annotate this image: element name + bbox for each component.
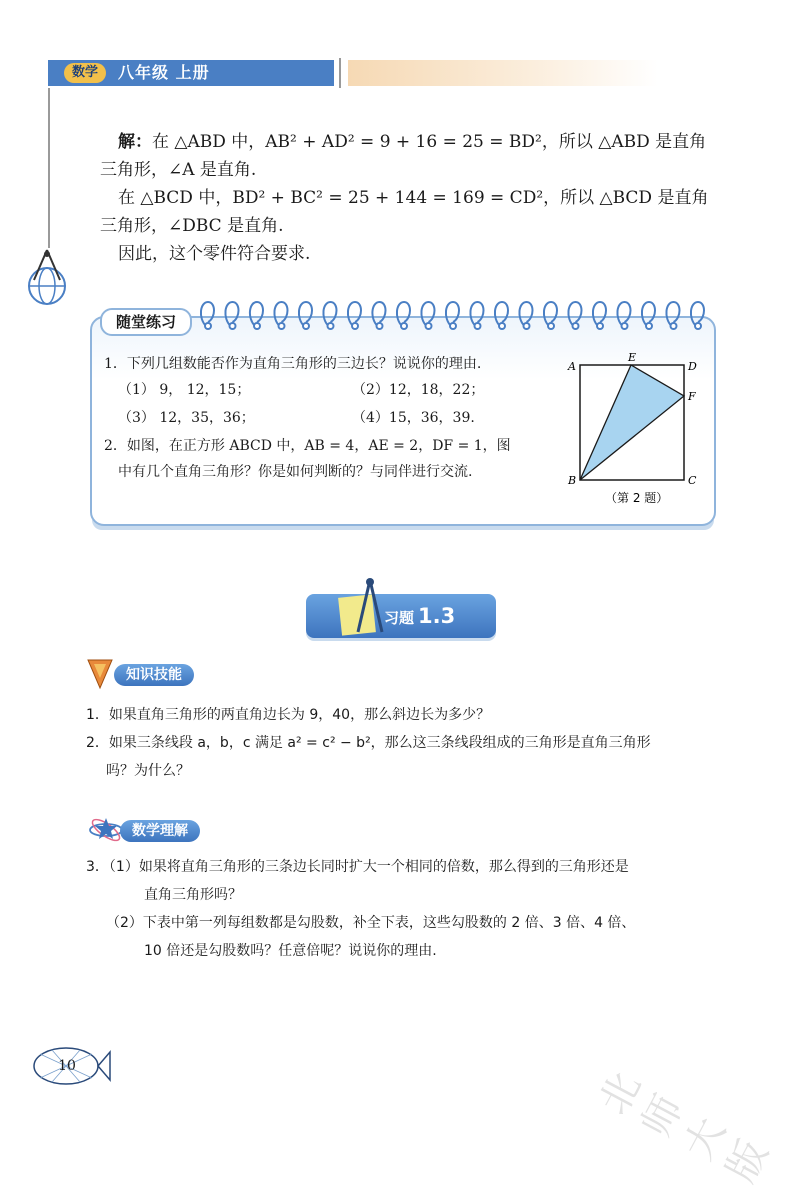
ring-hole	[646, 323, 652, 329]
solution-line-4: 三角形，∠DBC 是直角.	[100, 216, 284, 236]
exercise-q3-line3: （2）下表中第一列每组数都是勾股数，补全下表，这些勾股数的 2 倍、3 倍、4 倍、	[106, 915, 636, 931]
practice-q1-c: （3） 12，35，36；	[118, 410, 255, 426]
ring-hole	[205, 323, 211, 329]
ring-hole	[597, 323, 603, 329]
label-c: C	[688, 474, 697, 487]
ring-hole	[499, 323, 505, 329]
exercise-q3-line2: 直角三角形吗？	[144, 887, 242, 903]
ring-hole	[254, 323, 260, 329]
practice-title: 随堂练习	[100, 308, 192, 336]
header-gradient	[348, 60, 658, 86]
grade-label: 八年级 上册	[118, 63, 210, 82]
label-f: F	[688, 390, 696, 403]
ring-hole	[377, 323, 383, 329]
square-figure	[560, 350, 710, 510]
ring-hole	[401, 323, 407, 329]
exercise-number: 1.3	[418, 604, 456, 628]
solution-label: 解：	[118, 132, 152, 152]
pencil-tip-icon	[86, 656, 114, 690]
ring-hole	[303, 323, 309, 329]
ring-hole	[622, 323, 628, 329]
ring-hole	[352, 323, 358, 329]
compass-globe-icon	[22, 248, 72, 308]
ring-hole	[695, 323, 701, 329]
exercise-q2-line2: 吗？为什么？	[106, 763, 190, 779]
exercise-prefix: 习题	[384, 609, 415, 627]
subject-badge: 数学	[64, 63, 106, 83]
exercise-title	[384, 602, 455, 632]
solution-line-3: 在 △BCD 中，BD² + BC² = 25 + 144 = 169 = CD²，所以 △BCD 是直角	[118, 188, 709, 208]
exercise-q3-line4: 10 倍还是勾股数吗？任意倍呢？说说你的理由.	[144, 943, 437, 959]
ring-hole	[230, 323, 236, 329]
margin-rule	[48, 88, 50, 248]
label-e: E	[628, 351, 637, 364]
solution-text-1: 在 △ABD 中，AB² + AD² = 9 + 16 = 25 = BD²，所以 △ABD 是直角	[152, 132, 707, 152]
solution-line-1	[118, 128, 738, 156]
watermark: 北师大版	[590, 1065, 778, 1190]
ring-hole	[328, 323, 334, 329]
ring-hole	[426, 323, 432, 329]
exercise-q3-line1: 3．（1）如果将直角三角形的三条边长同时扩大一个相同的倍数，那么得到的三角形还是	[86, 859, 629, 875]
ring-hole	[450, 323, 456, 329]
exercise-q1: 1．如果直角三角形的两直角边长为 9，40，那么斜边长为多少？	[86, 707, 491, 723]
spiral-binding	[196, 296, 716, 336]
header-divider	[339, 58, 341, 88]
ring-hole	[279, 323, 285, 329]
exercise-q2-line1: 2．如果三条线段 a，b，c 满足 a² = c² − b²，那么这三条线段组成的三角形是直角三角形	[86, 735, 651, 751]
ring-hole	[671, 323, 677, 329]
practice-q2-line1: 2．如图，在正方形 ABCD 中，AB = 4，AE = 2，DF = 1，图	[104, 438, 511, 454]
label-a: A	[568, 360, 576, 373]
figure-caption: （第 2 题）	[605, 491, 669, 505]
section-tag-understanding: 数学理解	[120, 820, 200, 842]
ring-hole	[573, 323, 579, 329]
label-d: D	[688, 360, 697, 373]
section-tag-skills: 知识技能	[114, 664, 194, 686]
practice-q1-a: （1） 9， 12，15；	[118, 382, 251, 398]
page-number: 10	[58, 1058, 76, 1074]
label-b: B	[568, 474, 577, 487]
ring-hole	[548, 323, 554, 329]
practice-q2-line2: 中有几个直角三角形？你是如何判断的？与同伴进行交流.	[118, 464, 473, 480]
ring-hole	[524, 323, 530, 329]
triangle-bef	[580, 365, 684, 480]
solution-line-2: 三角形，∠A 是直角.	[100, 160, 257, 180]
practice-q1-b: （2）12，18，22；	[352, 382, 485, 398]
practice-q1-d: （4）15，36，39.	[352, 410, 475, 426]
ring-hole	[475, 323, 481, 329]
practice-q1: 1．下列几组数能否作为直角三角形的三边长？说说你的理由.	[104, 356, 482, 372]
solution-line-5: 因此，这个零件符合要求.	[118, 244, 311, 264]
